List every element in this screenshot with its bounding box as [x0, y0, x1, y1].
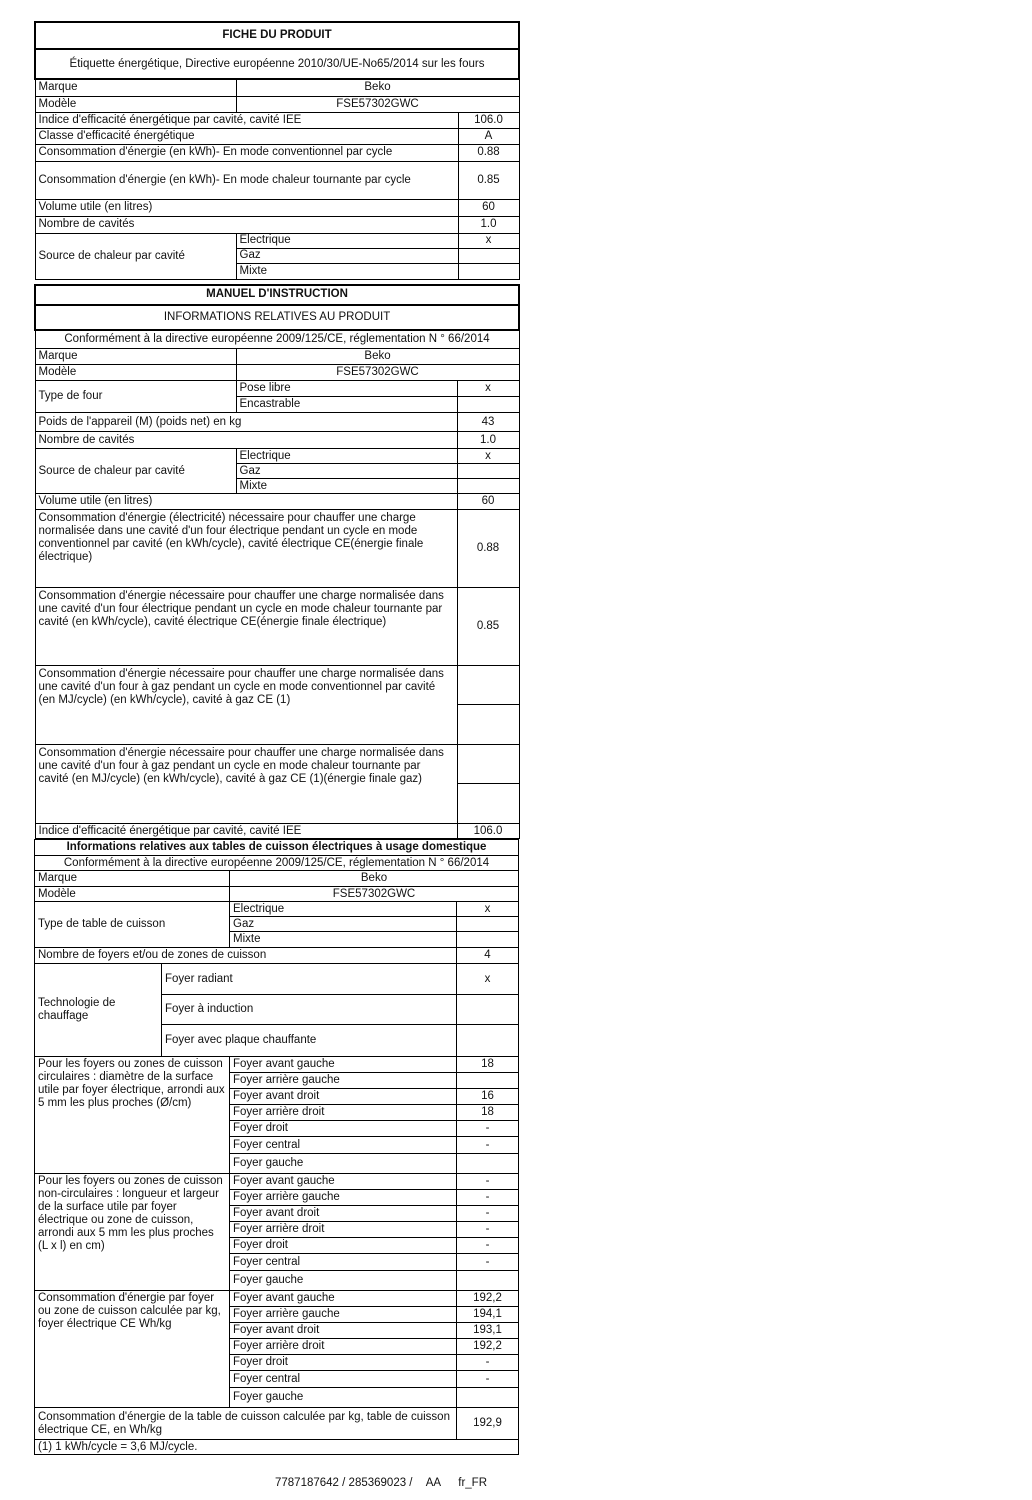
fiche-iee-value: 106.0 — [458, 112, 519, 128]
hob-tech-induction-label: Foyer à induction — [162, 995, 457, 1025]
hob-consumption-zone-row-value: 194,1 — [457, 1307, 519, 1323]
manuel-gas-conv-value-kwh — [457, 705, 519, 745]
manuel-oven-type-label: Type de four — [35, 381, 236, 413]
manuel-heat-electric-label: Electrique — [236, 449, 457, 464]
hob-type-mixed-label: Mixte — [230, 932, 457, 948]
hob-circular-zone-value — [457, 1154, 519, 1174]
hob-noncircular-zone-label: Foyer arrière droit — [230, 1222, 457, 1238]
hob-consumption-zone-row-value — [457, 1388, 519, 1408]
fiche-fan-value: 0.85 — [458, 161, 519, 199]
hob-total-value: 192,9 — [457, 1408, 519, 1440]
fiche-brand-label: Marque — [35, 79, 236, 96]
fiche-class-value: A — [458, 128, 519, 144]
footer-code: 7787187642 / 285369023 / — [275, 1477, 413, 1489]
hob-noncircular-zone-label: Foyer avant gauche — [230, 1174, 457, 1190]
hob-circular-zone-value: - — [457, 1137, 519, 1154]
hob-consumption-zone-row-value: - — [457, 1371, 519, 1388]
hob-type-gas-label: Gaz — [230, 917, 457, 932]
hob-circular-zone-value: 18 — [457, 1105, 519, 1121]
manuel-conv-consumption-value: 0.88 — [457, 510, 519, 588]
fiche-cavities-value: 1.0 — [458, 216, 519, 233]
hob-noncircular-zone-label: Foyer droit — [230, 1238, 457, 1254]
hob-technology-label: Technologie de chauffage — [35, 964, 162, 1057]
hob-consumption-zone-label: Consommation d'énergie par foyer ou zone de cuisson calculée par kg, foyer électrique CE Wh/kg — [35, 1291, 230, 1408]
manuel-iee-value: 106.0 — [457, 824, 519, 839]
manuel-table — [34, 284, 520, 840]
hob-circular-zone-value: 18 — [457, 1057, 519, 1073]
hob-tech-induction-value — [457, 995, 519, 1025]
hob-consumption-zone-row-value: 192,2 — [457, 1291, 519, 1307]
hob-noncircular-zone-label: Foyer gauche — [230, 1271, 457, 1291]
hob-table — [34, 839, 519, 1455]
manuel-heat-label: Source de chaleur par cavité — [35, 449, 236, 494]
hob-circular-zone-label: Foyer avant gauche — [230, 1057, 457, 1073]
hob-noncircular-zone-value: - — [457, 1254, 519, 1271]
hob-noncircular-zone-label: Foyer arrière gauche — [230, 1190, 457, 1206]
manuel-fan-consumption-value: 0.85 — [457, 588, 519, 666]
hob-consumption-zone-row-label: Foyer droit — [230, 1355, 457, 1371]
manuel-gas-conv-value-mj — [457, 666, 519, 705]
hob-tech-plate-value — [457, 1025, 519, 1057]
footnote: (1) 1 kWh/cycle = 3,6 MJ/cycle. — [35, 1440, 519, 1455]
hob-circular-zone-label: Foyer avant droit — [230, 1089, 457, 1105]
hob-consumption-zone-row-label: Foyer central — [230, 1371, 457, 1388]
hob-type-electric-value: x — [457, 902, 519, 917]
fiche-brand-value: Beko — [236, 79, 519, 96]
hob-consumption-zone-row-label: Foyer arrière gauche — [230, 1307, 457, 1323]
fiche-volume-value: 60 — [458, 199, 519, 216]
hob-circular-zone-label: Foyer droit — [230, 1121, 457, 1137]
hob-model-label: Modèle — [35, 887, 230, 902]
hob-consumption-zone-row-value: - — [457, 1355, 519, 1371]
fiche-heat-gas-label: Gaz — [236, 248, 458, 263]
fiche-heat-mixed-value — [458, 263, 519, 279]
manuel-model-value: FSE57302GWC — [236, 365, 519, 381]
hob-circular-zone-label: Foyer central — [230, 1137, 457, 1154]
product-sheet — [34, 21, 518, 1455]
manuel-iee-label: Indice d'efficacité énergétique par cavité, cavité IEE — [35, 824, 457, 839]
hob-zones-value: 4 — [457, 948, 519, 964]
footer-locale: fr_FR — [458, 1477, 487, 1489]
hob-noncircular-zone-value: - — [457, 1238, 519, 1254]
hob-circular-label: Pour les foyers ou zones de cuisson circulaires : diamètre de la surface utile par foyer électrique, arrondi aux 5 mm les plus proches (Ø/cm) — [35, 1057, 230, 1174]
manuel-gas-conv-label: Consommation d'énergie nécessaire pour chauffer une charge normalisée dans une cavité d'un four à gaz pendant un cycle en mode conventionnel par cavité (en MJ/cycle) (en kWh/cycle), cavité à gaz CE (1) — [35, 666, 457, 745]
manuel-heat-mixed-value — [457, 479, 519, 494]
manuel-heat-mixed-label: Mixte — [236, 479, 457, 494]
manuel-title: MANUEL D'INSTRUCTION — [35, 285, 519, 305]
hob-tech-radiant-label: Foyer radiant — [162, 964, 457, 995]
manuel-brand-value: Beko — [236, 349, 519, 365]
fiche-cavities-label: Nombre de cavités — [35, 216, 458, 233]
fiche-model-value: FSE57302GWC — [236, 96, 519, 112]
manuel-builtin-label: Encastrable — [236, 397, 457, 413]
hob-tech-radiant-value: x — [457, 964, 519, 995]
fiche-fan-label: Consommation d'énergie (en kWh)- En mode chaleur tournante par cycle — [35, 161, 458, 199]
hob-consumption-zone-row-label: Foyer arrière droit — [230, 1339, 457, 1355]
hob-type-gas-value — [457, 917, 519, 932]
manuel-gas-fan-value-kwh — [457, 784, 519, 824]
manuel-builtin-value — [457, 397, 519, 413]
hob-consumption-zone-row-label: Foyer avant droit — [230, 1323, 457, 1339]
manuel-heat-gas-label: Gaz — [236, 464, 457, 479]
hob-title: Informations relatives aux tables de cuisson électriques à usage domestique — [35, 840, 519, 856]
manuel-gas-fan-label: Consommation d'énergie nécessaire pour chauffer une charge normalisée dans une cavité d'un four à gaz pendant un cycle en mode chaleur tournante par cavité (en MJ/cycle) (en kWh/cycle), cavité à gaz CE (1)(énergie finale gaz) — [35, 745, 457, 824]
hob-noncircular-zone-label: Foyer avant droit — [230, 1206, 457, 1222]
fiche-class-label: Classe d'efficacité énergétique — [35, 128, 458, 144]
hob-circular-zone-value: 16 — [457, 1089, 519, 1105]
hob-circular-zone-label: Foyer arrière droit — [230, 1105, 457, 1121]
fiche-iee-label: Indice d'efficacité énergétique par cavité, cavité IEE — [35, 112, 458, 128]
fiche-heat-electric-value: x — [458, 233, 519, 248]
hob-total-label: Consommation d'énergie de la table de cuisson calculée par kg, table de cuisson électrique CE, en Wh/kg — [35, 1408, 457, 1440]
hob-consumption-zone-row-label: Foyer avant gauche — [230, 1291, 457, 1307]
fiche-title: FICHE DU PRODUIT — [35, 22, 519, 49]
hob-circular-zone-label: Foyer gauche — [230, 1154, 457, 1174]
manuel-weight-value: 43 — [457, 413, 519, 432]
hob-noncircular-zone-value: - — [457, 1206, 519, 1222]
fiche-heat-electric-label: Electrique — [236, 233, 458, 248]
manuel-heat-gas-value — [457, 464, 519, 479]
manuel-directive: Conformément à la directive européenne 2009/125/CE, réglementation N ° 66/2014 — [35, 330, 519, 349]
hob-circular-zone-value: - — [457, 1121, 519, 1137]
hob-type-electric-label: Electrique — [230, 902, 457, 917]
manuel-volume-value: 60 — [457, 494, 519, 510]
hob-noncircular-zone-label: Foyer central — [230, 1254, 457, 1271]
hob-type-mixed-value — [457, 932, 519, 948]
manuel-freestanding-label: Pose libre — [236, 381, 457, 397]
fiche-conv-value: 0.88 — [458, 144, 519, 161]
hob-directive: Conformément à la directive européenne 2009/125/CE, réglementation N ° 66/2014 — [35, 856, 519, 871]
hob-noncircular-label: Pour les foyers ou zones de cuisson non-circulaires : longueur et largeur de la surface utile par foyer électrique ou zone de cuisson, arrondi aux 5 mm les plus proches (L x l) en cm) — [35, 1174, 230, 1291]
fiche-volume-label: Volume utile (en litres) — [35, 199, 458, 216]
hob-consumption-zone-row-value: 192,2 — [457, 1339, 519, 1355]
fiche-model-label: Modèle — [35, 96, 236, 112]
hob-noncircular-zone-value: - — [457, 1174, 519, 1190]
hob-type-label: Type de table de cuisson — [35, 902, 230, 948]
hob-noncircular-zone-value: - — [457, 1190, 519, 1206]
manuel-subtitle: INFORMATIONS RELATIVES AU PRODUIT — [35, 305, 519, 330]
hob-circular-zone-value — [457, 1073, 519, 1089]
hob-noncircular-zone-value — [457, 1271, 519, 1291]
manuel-cavities-label: Nombre de cavités — [35, 432, 457, 449]
hob-model-value: FSE57302GWC — [230, 887, 519, 902]
footer-version: AA — [425, 1477, 442, 1489]
fiche-heat-label: Source de chaleur par cavité — [35, 233, 236, 279]
document-footer — [275, 1477, 491, 1489]
hob-brand-value: Beko — [230, 871, 519, 887]
hob-noncircular-zone-value: - — [457, 1222, 519, 1238]
manuel-model-label: Modèle — [35, 365, 236, 381]
hob-zones-label: Nombre de foyers et/ou de zones de cuisson — [35, 948, 457, 964]
fiche-table — [34, 21, 520, 280]
hob-consumption-zone-row-label: Foyer gauche — [230, 1388, 457, 1408]
hob-consumption-zone-row-value: 193,1 — [457, 1323, 519, 1339]
hob-brand-label: Marque — [35, 871, 230, 887]
manuel-weight-label: Poids de l'appareil (M) (poids net) en kg — [35, 413, 457, 432]
manuel-heat-electric-value: x — [457, 449, 519, 464]
hob-circular-zone-label: Foyer arrière gauche — [230, 1073, 457, 1089]
manuel-brand-label: Marque — [35, 349, 236, 365]
fiche-heat-mixed-label: Mixte — [236, 263, 458, 279]
hob-tech-plate-label: Foyer avec plaque chauffante — [162, 1025, 457, 1057]
manuel-volume-label: Volume utile (en litres) — [35, 494, 457, 510]
manuel-freestanding-value: x — [457, 381, 519, 397]
fiche-subtitle: Étiquette énergétique, Directive européenne 2010/30/UE-No65/2014 sur les fours — [35, 49, 519, 79]
manuel-gas-fan-value-mj — [457, 745, 519, 784]
manuel-fan-consumption-label: Consommation d'énergie nécessaire pour chauffer une charge normalisée dans une cavité d'un four électrique pendant un cycle en mode chaleur tournante par cavité (en kWh/cycle), cavité électrique CE(énergie finale électrique) — [35, 588, 457, 666]
manuel-conv-consumption-label: Consommation d'énergie (électricité) nécessaire pour chauffer une charge normalisée dans une cavité d'un four électrique pendant un cycle en mode conventionnel par cavité (en kWh/cycle), cavité électrique CE(énergie finale électrique) — [35, 510, 457, 588]
fiche-heat-gas-value — [458, 248, 519, 263]
manuel-cavities-value: 1.0 — [457, 432, 519, 449]
fiche-conv-label: Consommation d'énergie (en kWh)- En mode conventionnel par cycle — [35, 144, 458, 161]
